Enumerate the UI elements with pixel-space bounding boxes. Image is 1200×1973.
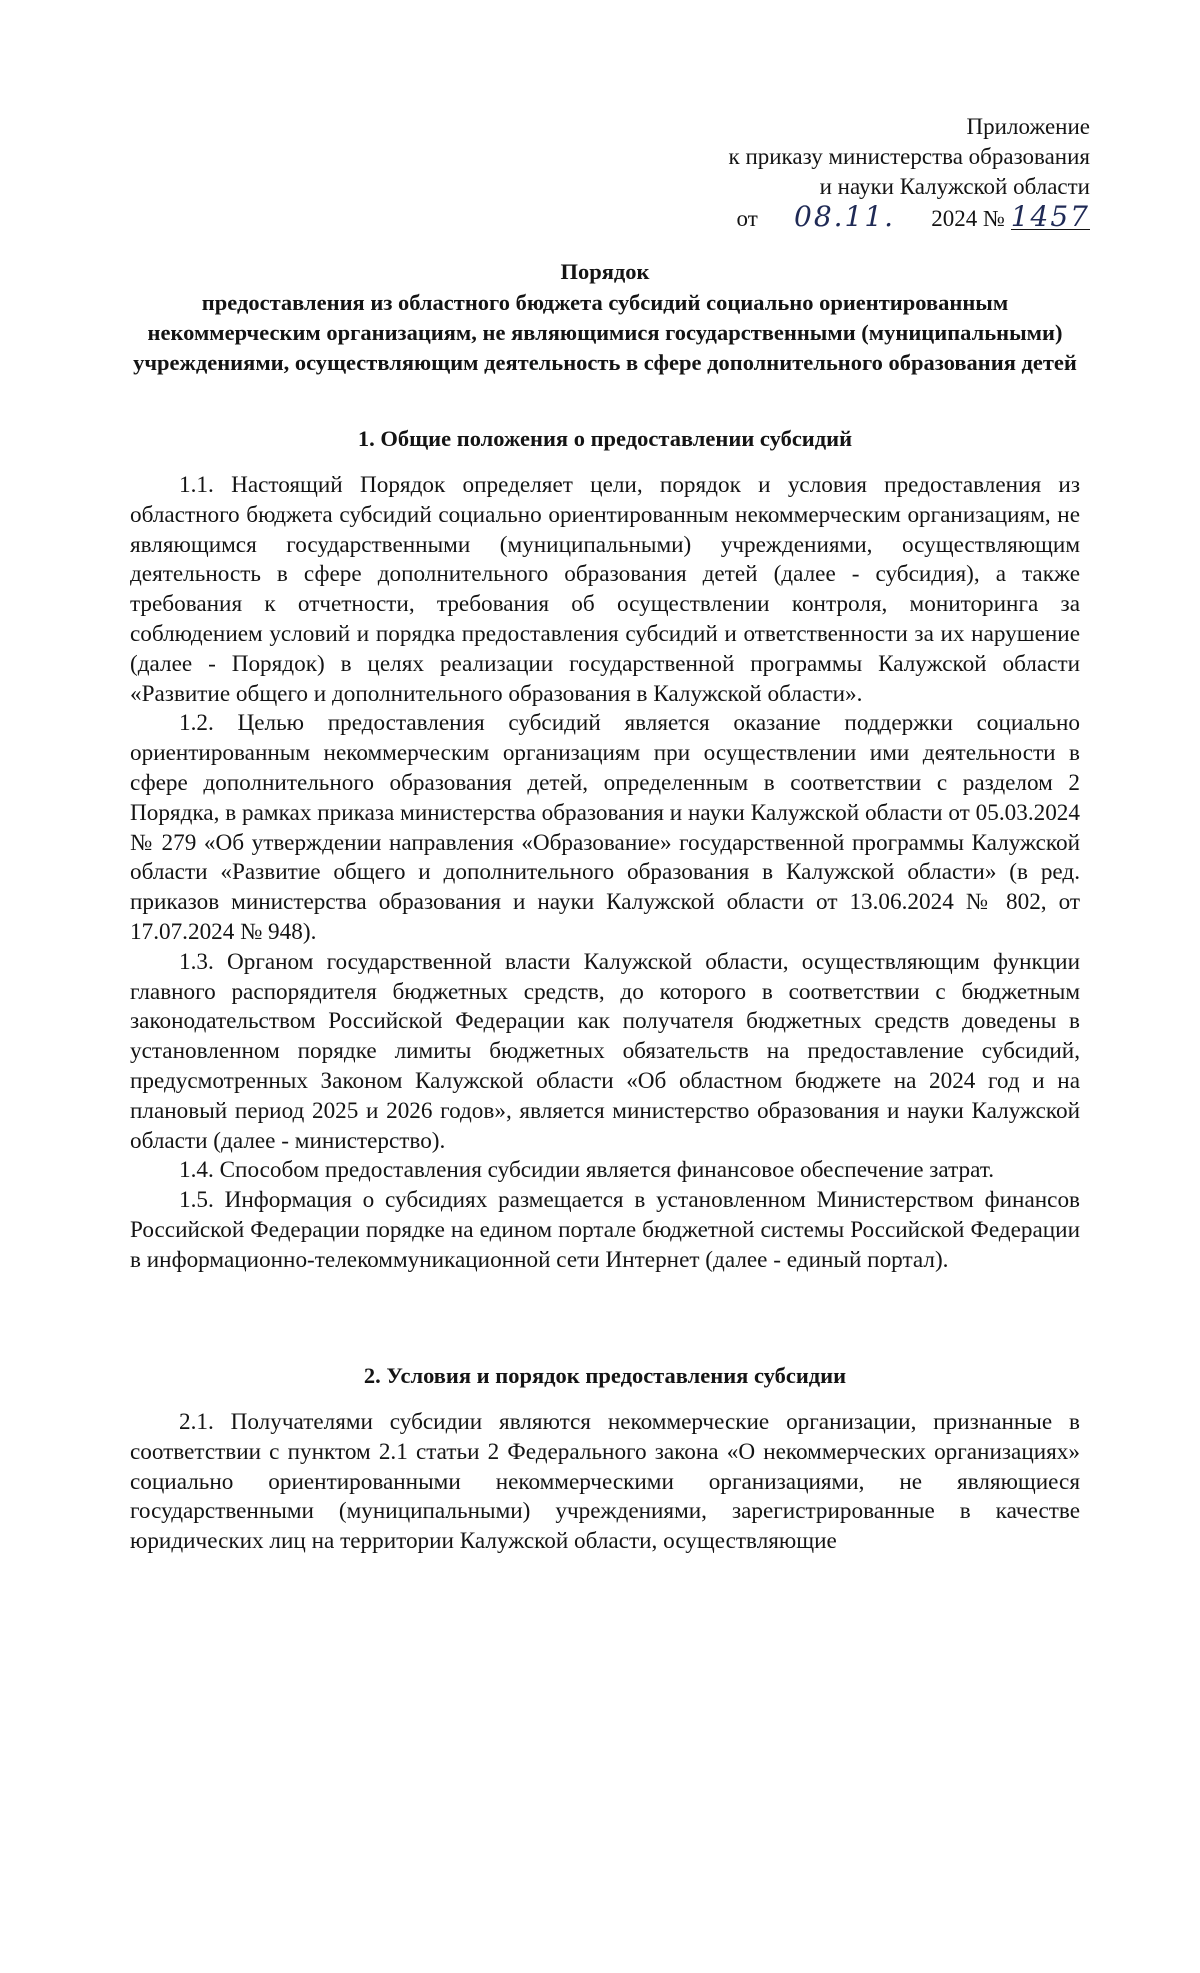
year-label: 2024 № [931, 206, 1005, 231]
appendix-title: Приложение [966, 114, 1090, 139]
appendix-header [729, 112, 1090, 234]
title-main: Порядок [560, 259, 650, 284]
handwritten-number: 1457 [1010, 200, 1090, 233]
handwritten-date: 08.11. [794, 200, 896, 233]
paragraph-1-2: 1.2. Целью предоставления субсидий является оказание поддержки социально ориентированным некоммерческим организациям при осуществлении ими деятельности в сфере дополнительного образования детей, определенным в соответствии с разделом 2 Порядка, в рамках приказа министерства образования и науки Калужской области от 05.03.2024 № 279 «Об утверждении направления «Образование» государственной программы Калужской области «Развитие общего и дополнительного образования в Калужской области» (в ред. приказов министерства образования и науки Калужской области от 13.06.2024 № 802, от 17.07.2024 № 948). [130, 710, 1080, 945]
section-1-body [130, 471, 1080, 1276]
paragraph-1-5: 1.5. Информация о субсидиях размещается в установленном Министерством финансов Российской Федерации порядке на едином портале бюджетной системы Российской Федерации в информационно-телекоммуникационной сети Интернет (далее - единый портал). [130, 1187, 1080, 1273]
paragraph-1-3: 1.3. Органом государственной власти Калужской области, осуществляющим функции главного распорядителя бюджетных средств, до которого в соответствии с бюджетным законодательством Российской Федерации как получателя бюджетных средств доведены в установленном порядке лимиты бюджетных обязательств на предоставление субсидий, предусмотренных Законом Калужской области «Об областном бюджете на 2024 год и на плановый период 2025 и 2026 годов», является министерство образования и науки Калужской области (далее - министерство). [130, 948, 1080, 1154]
section-1-heading: 1. Общие положения о предоставлении субсидий [357, 426, 853, 451]
paragraph-2-1: 2.1. Получателями субсидии являются некоммерческие организации, признанные в соответствии с пунктом 2.1 статьи 2 Федерального закона «О некоммерческих организациях» социально ориентированными некоммерческими организациями, не являющиеся государственными (муниципальными) учреждениями, зарегистрированные в качестве юридических лиц на территории Калужской области, осуществляющие [130, 1409, 1080, 1555]
paragraph-1-1: 1.1. Настоящий Порядок определяет цели, порядок и условия предоставления из областного бюджета субсидий социально ориентированным некоммерческим организациям, не являющимся государственными (муниципальными) учреждениями, осуществляющим деятельность в сфере дополнительного образования детей (далее - субсидия), а также требования к отчетности, требования об осуществлении контроля, мониторинга за соблюдением условий и порядка предоставления субсидий и ответственности за их нарушение (далее - Порядок) в целях реализации государственной программы Калужской области «Развитие общего и дополнительного образования в Калужской области». [130, 472, 1080, 707]
document-title [130, 257, 1080, 378]
paragraph-1-4: 1.4. Способом предоставления субсидии является финансовое обеспечение затрат. [179, 1157, 995, 1184]
appendix-ministry-line: и науки Калужской области [819, 174, 1090, 199]
appendix-order-line: к приказу министерства образования [728, 144, 1090, 169]
section-2-body [130, 1408, 1080, 1557]
section-2-heading: 2. Условия и порядок предоставления субсидии [363, 1363, 847, 1388]
appendix-date-line [729, 202, 1090, 234]
title-subtitle: предоставления из областного бюджета субсидий социально ориентированным некоммерческим организациям, не являющимися государственными (муниципальными) учреждениями, осуществляющим деятельность в сфере дополнительного образования детей [133, 290, 1077, 375]
date-prefix: от [736, 206, 758, 231]
